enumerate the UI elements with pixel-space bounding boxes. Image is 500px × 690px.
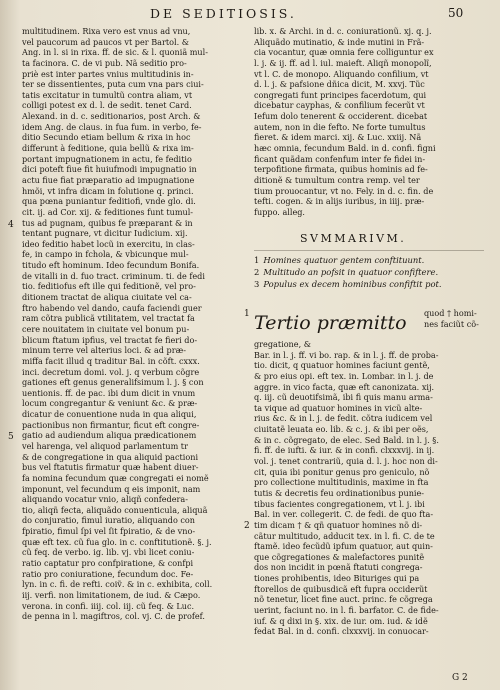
- text-line: ciuitatẽ leuata eo. lib. & c. j. & ibi per oẽs,: [254, 424, 429, 435]
- text-line: ditionẽ & tumultum contra remp. vel ter: [254, 174, 420, 185]
- text-line: tio. feditiofus eft ille qui feditionẽ, vel pro-: [22, 281, 196, 292]
- text-line: tium prouocantur, vt no. Fely. in d. c. fin. de: [254, 185, 434, 196]
- text-line: ter se dissentientes, puta cum vna pars ciui-: [22, 79, 204, 90]
- text-line: de penna in l. magiftros, col. vj. C. de profef.: [22, 611, 205, 622]
- margin-number: 5: [8, 432, 14, 442]
- text-line: ftro habendo vel dando, caufa faciendi guer: [22, 302, 202, 313]
- text-line: Bal. in ver. collegerit. C. de fedi. de quo fta-: [254, 509, 434, 520]
- decorated-lead-text: Tertio præmitto: [254, 312, 407, 334]
- summary-title: SVMMARIVM.: [300, 232, 407, 245]
- text-line: & in c. cõgregato, de elec. Sed Bald. in l. j. §.: [254, 434, 439, 445]
- text-line: imponunt, vel fecundum q eis imponit, nam: [22, 483, 201, 494]
- tertio-paragraph-opening: [254, 308, 489, 334]
- text-line: fi. ff. de iufti. & iur. & in confi. clxxxvij. in ij.: [254, 445, 435, 456]
- text-line: d. l. j. & pafsione dñica dicit, M. xxvj. Tũc: [254, 79, 425, 90]
- text-line: ram cõtra publicã vtilitatem, vel tractat fa: [22, 313, 195, 324]
- text-line: multitudinem. Rixa vero est vnus ad vnu,: [22, 26, 191, 36]
- summary-item-text: Multitudo an pofsit in quatuor confiftere.: [263, 267, 439, 277]
- text-line: miffa facit illud q traditur Bal. in cõft. cxxx.: [22, 355, 200, 366]
- text-line: cit, quia ibi ponitur genus pro geniculo, nõ: [254, 466, 430, 477]
- summary-item: [254, 267, 489, 279]
- text-line: lib. x. & Archi. in d. c. coniurationũ. xj. q. j.: [254, 26, 432, 36]
- text-line: bus vel ftatutis firmatur quæ habent diuer-: [22, 462, 199, 473]
- text-line: vel paucorum ad paucos vt per Bartol. &: [22, 36, 189, 47]
- text-line: quod † homi-: [424, 308, 477, 318]
- left-column: [22, 26, 240, 622]
- text-line: fe, in campo in fchola, & vbicunque mul-: [22, 249, 189, 260]
- text-line: fedat Bal. in d. confi. clxxxvij. in conuocar-: [254, 626, 429, 637]
- margin-number: 1: [244, 309, 250, 319]
- text-line: tentant pugnare, vt dicitur Iudicium. xij.: [22, 228, 188, 239]
- text-line: Alexand. in d. c. seditionarios, post Arch. &: [22, 111, 201, 122]
- text-line: tio. dicit, q quatuor homines faciunt gentẽ,: [254, 360, 430, 371]
- text-line: vt l. C. de monopo. Aliquando confilium, vt: [254, 68, 429, 79]
- summary-list: [254, 255, 489, 291]
- text-line: terpofitione firmata, quibus hominis ad fe-: [254, 164, 428, 175]
- text-line: nes faciũt cõ-: [424, 319, 479, 329]
- text-line: vel harenga, vel aliquod parlamentum tr: [22, 440, 188, 451]
- text-line: iij. verfi. non limitationem, de iud. & Cæpo.: [22, 589, 201, 600]
- summary-item-number: 2: [254, 267, 260, 277]
- text-line: & pro eius opi. eft tex. in. Lombar. in l. j. de: [254, 370, 434, 381]
- text-line: ratio captatur pro confpiratione, & confpi: [22, 558, 194, 569]
- text-line: l. j. & ij. ff. ad l. iul. maieft. Aliqñ monopolĩ,: [254, 57, 432, 68]
- summary-item-number: 1: [254, 255, 260, 265]
- text-line: quæ eft tex. cũ fua glo. in c. conftitutionẽ. §. j.: [22, 536, 212, 547]
- text-line: dicebatur cayphas, & confilium fecerũt vt: [254, 100, 425, 111]
- right-column-top: [254, 26, 489, 218]
- text-line: tim dicam † & qñ quatuor homines nõ di-: [254, 519, 423, 530]
- text-line: iuf. & q dixi in §. xix. de iur. om. iud. & idẽ: [254, 615, 428, 626]
- text-line: titudo eft hominum. Ideo fecundum Bonifa.: [22, 260, 200, 271]
- text-line: congregati funt principes facerdotum, qui: [254, 89, 427, 100]
- text-line: ta facinora. C. de vi pub. Nã seditio pro-: [22, 57, 187, 68]
- text-line: pactionibus non firmantur, ficut eft congre-: [22, 419, 200, 430]
- text-line: q. iij. cũ deuotifsimã, ibi fi quis manu arma-: [254, 392, 433, 403]
- text-line: fa nomina fecundum quæ congregati ei nomẽ: [22, 472, 209, 483]
- text-line: tibus facientes congregationem, vt l. j. ibi: [254, 498, 425, 509]
- text-line: dici poteft fiue fit huiufmodi impugnatio in: [22, 164, 197, 175]
- text-line: dos non incidit in pœnã ftatuti congrega-: [254, 562, 423, 573]
- text-line: fuppo. alleg.: [254, 206, 305, 217]
- text-line: ditio Secundo etiam bellum & rixa in hoc: [22, 132, 191, 143]
- text-line: tus ad pugnam, quibus fe præparant & in: [22, 217, 193, 228]
- text-line: cia vocantur, quæ omnia fere colliguntur ex: [254, 47, 434, 58]
- summary-item-text: Homines quatuor gentem conftituunt.: [263, 255, 425, 265]
- text-line: qua pœna puniantur feditiofi, vnde glo. di.: [22, 196, 196, 207]
- text-line: hmõi, vt infra dicam in folutione q. princi.: [22, 185, 194, 196]
- text-line: do conjuratio, fimul iuratio, aliquando con: [22, 515, 196, 526]
- text-line: ftamẽ. ideo fecũdũ ipfum quatuor, aut quin-: [254, 541, 433, 552]
- text-line: aggre. in vico facta, quæ eft canonizata. xij.: [254, 381, 435, 392]
- summary-item-text: Populus ex decem hominibus confiftit pot.: [263, 279, 442, 289]
- margin-number: 4: [8, 220, 14, 230]
- text-line: que cõgregationes & malefactores punitẽ: [254, 551, 425, 562]
- text-line: Bar. in l. j. ff. vi bo. rap. & in l. j. ff. de proba-: [254, 349, 439, 360]
- text-line: colligi potest ex d. l. de sedit. tenet Card.: [22, 100, 192, 111]
- text-line: Ang. in l. si in rixa. ff. de sic. & l. quoniã mul-: [22, 47, 208, 58]
- text-line: fpiratio, fimul ſpi vel ſit fpiratio, & de vno-: [22, 526, 196, 537]
- summary-item: [254, 279, 489, 291]
- text-line: uerint, faciunt no. in l. fi. barfator. C. de fide-: [254, 605, 439, 616]
- text-line: & de congregatione in qua aliquid pactioni: [22, 451, 199, 462]
- text-line: portant impugnationem in actu, fe feditio: [22, 153, 192, 164]
- text-line: de vitalli in d. fuo tract. criminum. ti. de fedi: [22, 270, 205, 281]
- right-column-body: [254, 339, 489, 637]
- text-line: gregatione, &: [254, 339, 311, 349]
- text-line: tatis excitatur in tumultũ contra aliam, vt: [22, 89, 193, 100]
- text-line: ratio pro coniuratione, fecundum doc. Fe-: [22, 568, 194, 579]
- text-line: hæc omnia, fecundum Bald. in d. confi. figni: [254, 143, 436, 154]
- text-line: vol. j. tenet contrariũ, quia d. l. j. hoc non di-: [254, 456, 438, 467]
- summary-item: [254, 255, 489, 267]
- text-line: ditionem tractat de aliqua ciuitate vel ca-: [22, 292, 192, 303]
- text-line: tiones prohibentis, ideo Bituriges qui pa: [254, 573, 420, 584]
- text-line: nõ tenetur, licet fine auct. princ. fe cõgrega: [254, 594, 433, 605]
- text-line: tio, aliqñ fecta, aliquãdo conuenticula, aliquã: [22, 504, 208, 515]
- text-line: ficant quãdam confenfum inter fe fidei in-: [254, 153, 426, 164]
- text-line: minum terre vel alterius loci. & ad præ-: [22, 345, 186, 356]
- text-line: lyn. in c. fi. de refti. coiṽ. & in c. exhibita, coll.: [22, 579, 213, 590]
- text-line: pro collectione multitudinis, maxime in fta: [254, 477, 429, 488]
- text-line: idem Ang. de claus. in fua fum. in verbo, fe-: [22, 121, 202, 132]
- text-line: tutis & decretis feu ordinationibus punie-: [254, 487, 425, 498]
- text-line: cere nouitatem in ciuitate vel bonum pu-: [22, 323, 190, 334]
- text-line: autem, non in die fefto. Ne forte tumultus: [254, 121, 426, 132]
- text-line: inci. decretum domi. vol. j. q verbum cõgre: [22, 366, 200, 377]
- text-line: gationes eft genus generalifsimum l. j. § con: [22, 377, 204, 388]
- text-line: actu fiue fiat præparatio ad impugnatione: [22, 174, 195, 185]
- text-line: uentionis. ff. de pac. ibi dum dicit in vnum: [22, 387, 196, 398]
- text-line: ftorellos de quibusdicã eft fupra occiderũt: [254, 583, 428, 594]
- text-line: cit. ij. ad Cor. xij. & feditiones funt tumul-: [22, 206, 194, 217]
- page-number: 50: [448, 6, 464, 20]
- text-line: Iefum dolo tenerent & occiderent. dicebat: [254, 111, 428, 122]
- text-line: rius &c. & in l. j. de fedit. cõtra iudicem vel: [254, 413, 433, 424]
- text-line: locum congregantur & veniunt &c. & præ-: [22, 398, 198, 409]
- text-line: differunt à feditione, quia bellũ & rixa im-: [22, 143, 194, 154]
- signature-mark: G 2: [452, 673, 468, 683]
- text-line: dicatur de conuentione nuda in qua aliqui,: [22, 409, 197, 420]
- summary-item-number: 3: [254, 279, 260, 289]
- text-line: ideo feditio habet locũ in exercitu, in clas-: [22, 238, 195, 249]
- text-line: gatio ad audiendum aliqua prædicationem: [22, 430, 197, 441]
- margin-number: 2: [244, 521, 250, 531]
- text-line: Aliquãdo mutinatio, & inde mutini in Frã-: [254, 36, 425, 47]
- text-line: verona. in confi. iiij. col. iij. cũ feq. & Luc.: [22, 600, 195, 611]
- section-divider: [254, 250, 484, 251]
- text-line: ta vique ad quatuor homines in vicũ alte-: [254, 402, 423, 413]
- running-header: [0, 6, 500, 22]
- text-line: priè est inter partes vnius multitudinis in-: [22, 68, 194, 79]
- text-line: aliquando vocatur vnio, aliqñ confedera-: [22, 494, 188, 505]
- text-line: tefti. cogen. & in alijs iuribus, in iiij. præ-: [254, 196, 425, 207]
- text-line: cũ feq. de verbo. ig. lib. vj. vbi licet coniu-: [22, 547, 195, 558]
- text-line: blicum ftatum ipfius, vel tractat fe fieri do-: [22, 334, 198, 345]
- text-line: fieret. & idem marci. xij. & Luc. xxiij. Nã: [254, 132, 422, 143]
- running-title: DE SEDITIOSIS.: [150, 6, 297, 21]
- text-line: cãtur multitudo, adducit tex. in l. fi. C. de te: [254, 530, 435, 541]
